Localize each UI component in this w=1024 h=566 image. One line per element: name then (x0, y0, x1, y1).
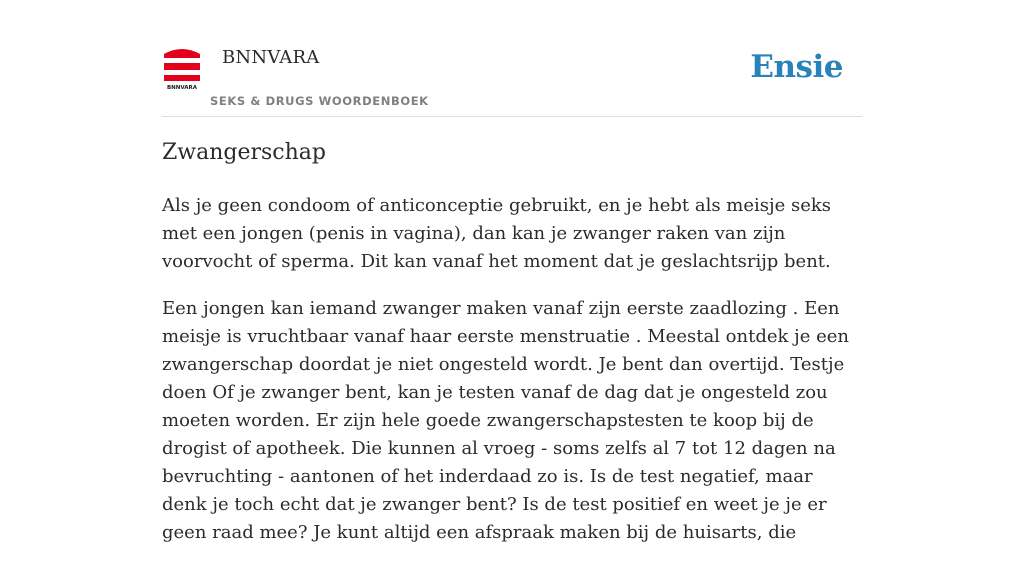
bnnvara-logo-icon[interactable] (162, 46, 202, 90)
logo-text: BNNVARA (166, 85, 198, 91)
paragraph-2: Een jongen kan iemand zwanger maken vanaf zijn eerste zaadlozing . Een meisje is vruchtbaar vanaf haar eerste menstruatie . Meestal ontdek je een zwangerschap doordat je niet ongesteld wordt. Je bent dan overtijd. Testje doen Of je zwanger bent, kan je testen vanaf de dag dat je ongesteld zou moeten worden. Er zijn hele goede zwangerschapstesten te koop bij de drogist of apotheek. Die kunnen al vroeg - soms zelfs al 7 tot 12 dagen na bevruchting - aantonen of het inderdaad zo is. Is de test negatief, maar denk je toch echt dat je zwanger bent? Is de test positief en weet je je er geen raad mee? Je kunt altijd een afspraak maken bij de huisarts, die (162, 298, 849, 543)
paragraph-1: Als je geen condoom of anticonceptie gebruikt, en je hebt als meisje seks met een jongen (penis in vagina), dan kan je zwanger raken van zijn voorvocht of sperma. Dit kan vanaf het moment dat je geslachtsrijp bent. (162, 195, 832, 272)
article-body (162, 192, 862, 566)
header (162, 0, 862, 117)
source-name[interactable]: BNNVARA (222, 47, 320, 68)
page-container (162, 0, 862, 543)
page-title: Zwangerschap (162, 140, 327, 165)
source-subtitle[interactable]: SEKS & DRUGS WOORDENBOEK (210, 94, 429, 108)
logo-graphic (162, 46, 202, 90)
ensie-logo[interactable]: Ensie (750, 49, 843, 85)
